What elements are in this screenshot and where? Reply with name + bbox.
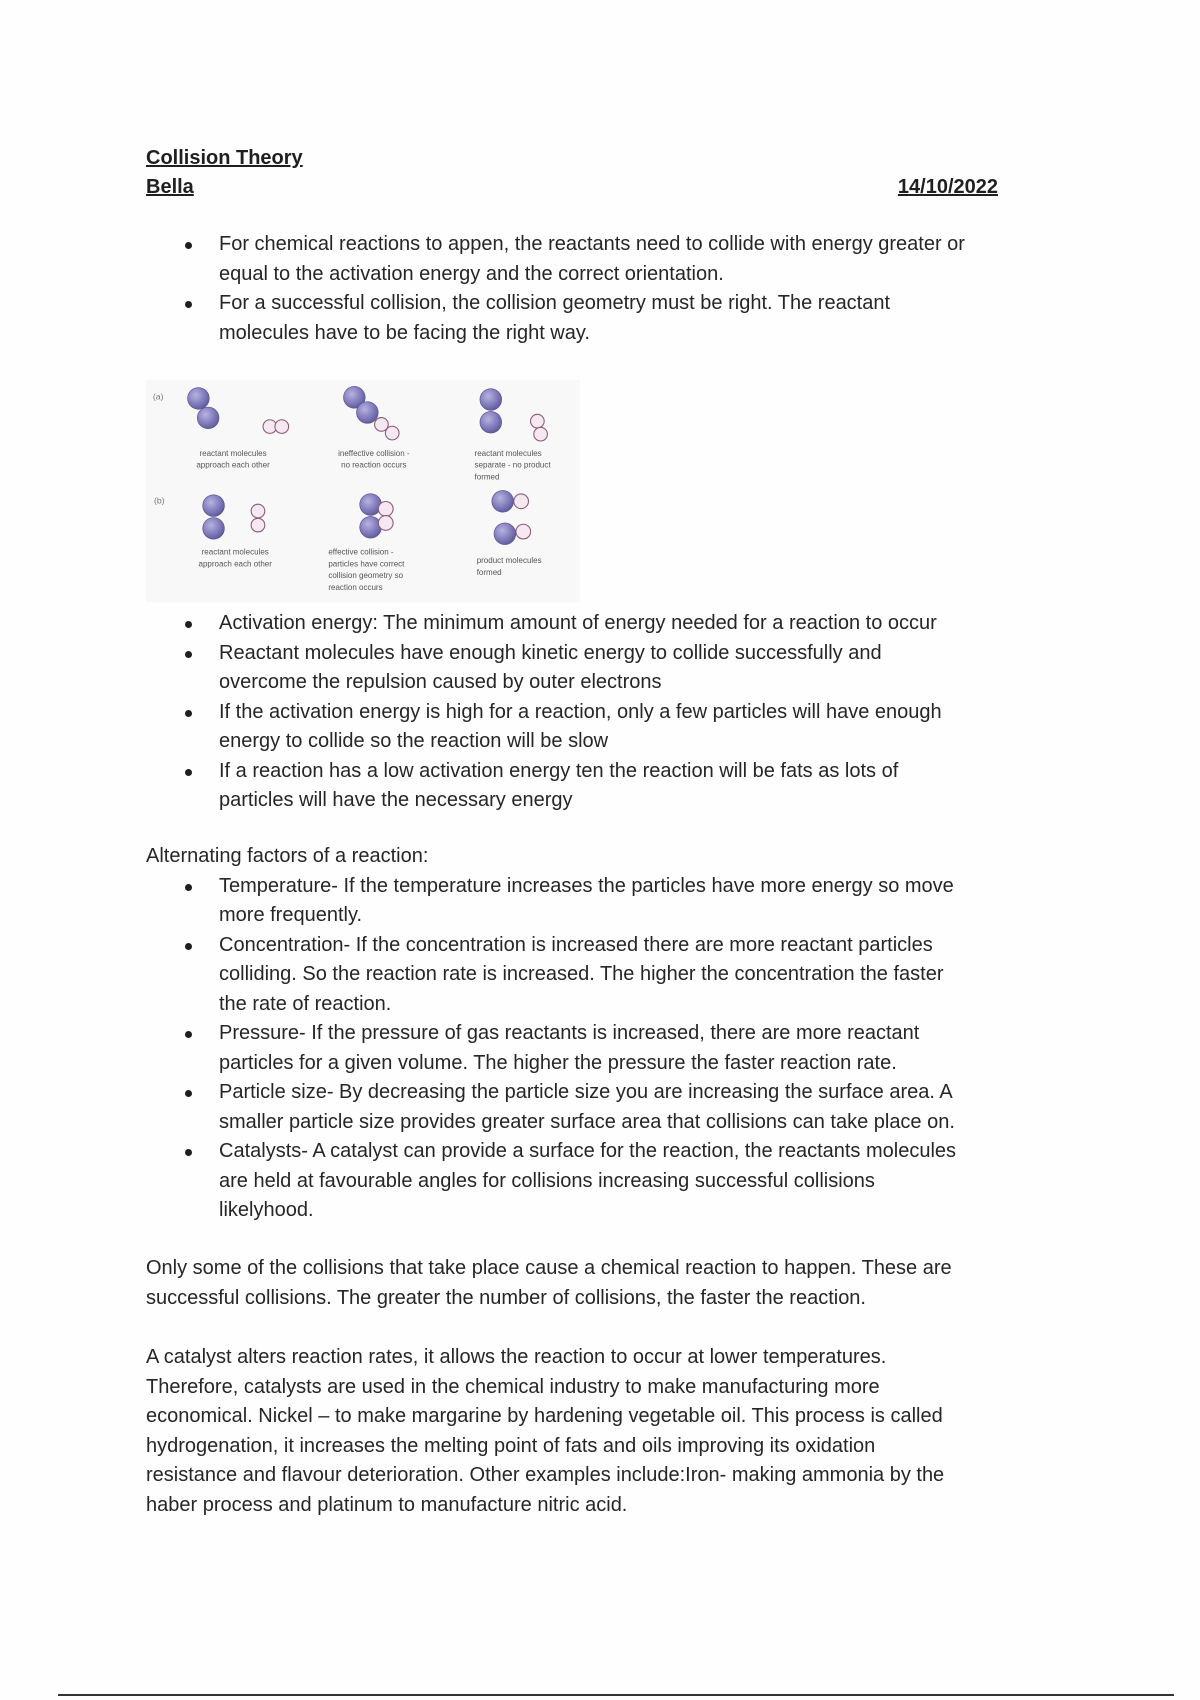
row-b-label: (b) xyxy=(153,495,165,506)
intro-bullet-list xyxy=(146,230,1146,348)
bullet-item xyxy=(146,609,1146,639)
bullet-text-line: particles will have the necessary energy xyxy=(219,789,573,811)
small-atom xyxy=(378,502,393,517)
diagram-caption-line: approach each other xyxy=(196,460,270,470)
large-atom xyxy=(360,494,382,516)
diagram-caption-line: separate - no product xyxy=(474,460,551,470)
bullet-item xyxy=(146,757,1146,816)
factors-heading: Alternating factors of a reaction: xyxy=(146,845,429,867)
bullet-text-line: If a reaction has a low activation energy ten the reaction will be fats as lots of xyxy=(219,759,899,782)
bullet-item xyxy=(146,931,1146,1020)
bullet-item xyxy=(146,872,1146,931)
bullet-text-line: Temperature- If the temperature increases the particles have more energy so move xyxy=(219,874,954,897)
bullet-text-line: equal to the activation energy and the correct orientation. xyxy=(219,262,724,285)
diagram-caption-line: reactant molecules xyxy=(474,448,542,458)
molecules-effective-collision xyxy=(360,494,393,538)
diagram-caption-line: collision geometry so xyxy=(328,571,404,581)
diagram-caption-line: formed xyxy=(476,567,502,577)
bullet-text-line: smaller particle size provides greater surface area that collisions can take place on. xyxy=(219,1110,955,1133)
small-atom xyxy=(514,494,529,509)
bullet-text-line: likelyhood. xyxy=(219,1199,314,1221)
small-atom xyxy=(531,414,545,428)
bullet-item xyxy=(146,1019,1146,1078)
bullet-item xyxy=(146,639,1146,698)
catalyst-paragraph xyxy=(146,1343,1156,1520)
paragraph-line: resistance and flavour deterioration. Other examples include:Iron- making ammonia by the xyxy=(146,1464,945,1486)
large-atom xyxy=(494,523,516,545)
bullet-text-line: the rate of reaction. xyxy=(219,992,392,1015)
successful-collisions-paragraph xyxy=(146,1254,1156,1313)
large-atom xyxy=(203,495,225,517)
small-atom xyxy=(516,524,531,539)
bullet-text-line: Concentration- If the concentration is increased there are more reactant particles xyxy=(219,933,933,956)
bullet-text-line: colliding. So the reaction rate is increased. The higher the concentration the faster xyxy=(219,963,944,985)
bullet-text-line: For a successful collision, the collision geometry must be right. The reactant xyxy=(219,292,891,314)
bullet-text-line: For chemical reactions to appen, the reactants need to collide with energy greater or xyxy=(219,233,965,255)
diagram-caption-line: effective collision - xyxy=(328,547,394,557)
bullet-point xyxy=(185,769,192,776)
small-atom xyxy=(378,516,393,531)
diagram-caption-line: ineffective collision - xyxy=(338,448,410,458)
large-atom xyxy=(360,516,382,538)
small-atom xyxy=(251,504,265,518)
paragraph-line: successful collisions. The greater the number of collisions, the faster the reaction. xyxy=(146,1286,866,1309)
bullet-item xyxy=(146,230,1146,289)
bullet-text-line: molecules have to be facing the right way. xyxy=(219,321,590,344)
author-name: Bella xyxy=(146,176,194,198)
bullet-point xyxy=(185,1090,192,1097)
collision-diagram-svg xyxy=(146,380,580,602)
bullet-point xyxy=(185,1149,192,1156)
small-atom xyxy=(275,420,289,434)
paragraph-line: A catalyst alters reaction rates, it allows the reaction to occur at lower temperatures. xyxy=(146,1346,887,1368)
large-atom xyxy=(480,389,502,411)
diagram-caption-line: approach each other xyxy=(198,559,272,569)
bullet-text-line: energy to collide so the reaction will be slow xyxy=(219,730,609,752)
row-a-label: (a) xyxy=(152,391,164,402)
paragraph-line: Therefore, catalysts are used in the chemical industry to make manufacturing more xyxy=(146,1375,880,1398)
molecules-approach-b xyxy=(203,495,265,539)
large-atom xyxy=(197,407,219,429)
document-title: Collision Theory xyxy=(146,147,303,169)
bullet-point xyxy=(185,242,192,249)
small-atom xyxy=(251,518,265,532)
bullet-item xyxy=(146,1078,1146,1137)
bullet-point xyxy=(185,884,192,891)
diagram-caption-line: no reaction occurs xyxy=(341,460,407,470)
bullet-text-line: If the activation energy is high for a reaction, only a few particles will have enough xyxy=(219,700,942,723)
large-atom xyxy=(357,402,379,424)
bullet-point xyxy=(185,621,192,628)
bullet-text-line: are held at favourable angles for collisions increasing successful collisions xyxy=(219,1169,875,1192)
bullet-text-line: Activation energy: The minimum amount of energy needed for a reaction to occur xyxy=(219,612,937,634)
bullet-point xyxy=(185,943,192,950)
small-atom xyxy=(385,426,399,440)
bullet-text-line: overcome the repulsion caused by outer electrons xyxy=(219,671,662,693)
bullet-point xyxy=(185,1031,192,1038)
bullet-point xyxy=(185,710,192,717)
activation-bullet-list xyxy=(146,609,1146,816)
bullet-text-line: Pressure- If the pressure of gas reactants is increased, there are more reactant xyxy=(219,1022,920,1044)
paragraph-line: hydrogenation, it increases the melting point of fats and oils improving its oxidation xyxy=(146,1434,876,1457)
bullet-text-line: Catalysts- A catalyst can provide a surface for the reaction, the reactants molecules xyxy=(219,1140,957,1162)
large-atom xyxy=(203,518,225,540)
bullet-text-line: Particle size- By decreasing the particle size you are increasing the surface area. A xyxy=(219,1081,953,1103)
diagram-caption-line: reaction occurs xyxy=(328,583,383,593)
small-atom xyxy=(534,427,548,441)
diagram-caption-line: particles have correct xyxy=(328,559,405,569)
bullet-text-line: more frequently. xyxy=(219,904,363,926)
product-molecules xyxy=(492,490,531,544)
diagram-caption-line: product molecules xyxy=(476,556,542,566)
diagram-caption-line: reactant molecules xyxy=(199,448,267,458)
large-atom xyxy=(480,411,502,433)
document-date: 14/10/2022 xyxy=(897,176,998,198)
large-atom xyxy=(492,490,514,512)
diagram-caption-line: formed xyxy=(474,472,500,482)
bullet-text-line: Reactant molecules have enough kinetic energy to collide successfully and xyxy=(219,641,882,664)
bullet-item xyxy=(146,698,1146,757)
diagram-caption-line: reactant molecules xyxy=(201,547,269,557)
large-atom xyxy=(188,388,210,410)
paragraph-line: Only some of the collisions that take place cause a chemical reaction to happen. These are xyxy=(146,1257,952,1279)
bullet-item xyxy=(146,1137,1146,1226)
bullet-point xyxy=(185,301,192,308)
bullet-text-line: particles for a given volume. The higher the pressure the faster reaction rate. xyxy=(219,1051,897,1074)
paragraph-line: economical. Nickel – to make margarine by hardening vegetable oil. This process is called xyxy=(146,1405,943,1427)
molecules-approach-a xyxy=(188,388,289,434)
bullet-point xyxy=(185,651,192,658)
paragraph-line: haber process and platinum to manufacture nitric acid. xyxy=(146,1493,628,1516)
molecules-separate xyxy=(480,389,547,441)
factors-section xyxy=(146,842,1146,1226)
collision-diagram xyxy=(146,380,580,602)
bullet-item xyxy=(146,289,1146,348)
page-bottom-rule xyxy=(58,1694,1174,1696)
molecules-ineffective-collision xyxy=(344,386,400,439)
